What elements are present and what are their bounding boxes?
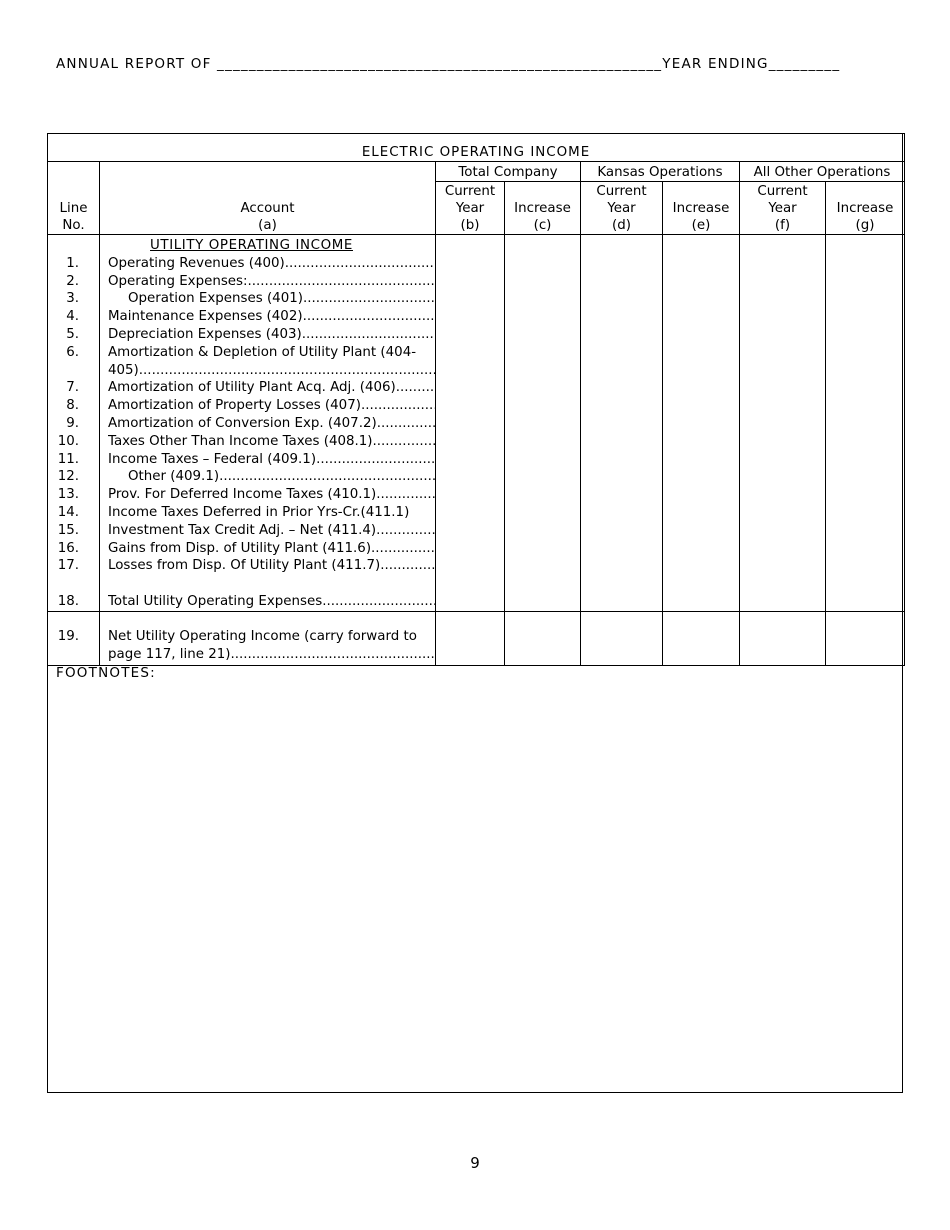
col-g-line1: Increase	[836, 201, 894, 216]
line-no: 11.	[57, 451, 79, 467]
line-no: 18.	[57, 593, 79, 609]
col-c-line1: Increase	[514, 201, 571, 216]
input-cell-d[interactable]	[581, 235, 663, 612]
account-row: Operation Expenses (401) .....	[108, 290, 435, 308]
col-f-line1: Current	[757, 184, 808, 199]
account-row: Taxes Other Than Income Taxes (408.1) .....	[108, 433, 435, 451]
line-no: 7.	[66, 380, 79, 396]
col-b-line3: (b)	[460, 218, 480, 233]
col-f-line2: Year	[768, 201, 797, 216]
col-d-line1: Current	[596, 184, 647, 199]
line-no: 12.	[57, 469, 79, 485]
col-f-header	[740, 182, 826, 235]
line-no: 19.	[57, 628, 79, 644]
line-no: 2.	[66, 273, 79, 289]
line-no: 14.	[57, 504, 79, 520]
group-kansas-operations: Kansas Operations	[581, 162, 740, 182]
input-cell-c[interactable]	[505, 611, 581, 665]
line-no: 9.	[66, 415, 79, 431]
input-cell-e[interactable]	[663, 235, 740, 612]
account-row: Gains from Disp. of Utility Plant (411.6) .....	[108, 540, 435, 558]
input-cell-g[interactable]	[826, 611, 905, 665]
input-cell-g[interactable]	[826, 235, 905, 612]
line-no-header	[48, 162, 100, 235]
line-no: 1.	[66, 255, 79, 271]
line-no: 4.	[66, 309, 79, 325]
line-no-header-line2: No.	[62, 218, 85, 233]
account-row: Net Utility Operating Income (carry forward to	[108, 628, 417, 644]
col-g-header	[826, 182, 905, 235]
line-no: 3.	[66, 291, 79, 307]
account-net-income	[100, 611, 436, 665]
col-c-line2: (c)	[533, 218, 552, 233]
year-ending-label: YEAR ENDING_________	[662, 56, 841, 72]
input-cell-d[interactable]	[581, 611, 663, 665]
page-number: 9	[470, 1154, 480, 1172]
line-numbers-19	[48, 611, 100, 665]
account-header-line1: Account	[240, 201, 295, 216]
section-heading: UTILITY OPERATING INCOME	[150, 238, 353, 253]
account-row: Operating Expenses: .....	[108, 273, 435, 291]
line-no: 16.	[57, 540, 79, 556]
account-row: Prov. For Deferred Income Taxes (410.1) .....	[108, 486, 435, 504]
line-no: 5.	[66, 326, 79, 342]
line-no: 6.	[66, 344, 79, 360]
account-row: Operating Revenues (400) .....	[108, 255, 435, 273]
input-cell-e[interactable]	[663, 611, 740, 665]
col-e-line2: (e)	[691, 218, 711, 233]
footnotes-label: FOOTNOTES:	[56, 665, 156, 681]
account-row: Amortization of Property Losses (407) .....	[108, 397, 435, 415]
col-e-header	[663, 182, 740, 235]
col-d-line3: (d)	[612, 218, 631, 233]
account-row: Losses from Disp. Of Utility Plant (411.7) .....	[108, 557, 435, 575]
account-row-cont: page 117, line 21) .....	[108, 646, 435, 664]
col-e-line1: Increase	[672, 201, 730, 216]
line-numbers	[48, 235, 100, 612]
account-row: Amortization & Depletion of Utility Plant (404-	[108, 344, 417, 360]
account-row: Income Taxes Deferred in Prior Yrs-Cr.(411.1)	[108, 504, 410, 520]
input-cell-b[interactable]	[436, 235, 505, 612]
group-total-company: Total Company	[436, 162, 581, 182]
table-title: ELECTRIC OPERATING INCOME	[48, 134, 905, 162]
line-no: 13.	[57, 487, 79, 503]
group-all-other-operations: All Other Operations	[740, 162, 905, 182]
account-row: Investment Tax Credit Adj. – Net (411.4) .....	[108, 522, 435, 540]
col-d-header	[581, 182, 663, 235]
account-row: Amortization of Utility Plant Acq. Adj. (406) .....	[108, 379, 435, 397]
account-row: Depreciation Expenses (403) .....	[108, 326, 435, 344]
account-descriptions	[100, 235, 436, 612]
line-no: 17.	[57, 558, 79, 574]
report-header	[56, 56, 840, 72]
col-b-line1: Current	[444, 184, 496, 199]
account-header-line2: (a)	[258, 218, 277, 233]
col-b-line2: Year	[455, 201, 485, 216]
col-f-line3: (f)	[774, 218, 791, 233]
account-header	[100, 162, 436, 235]
input-cell-f[interactable]	[740, 611, 826, 665]
input-cell-b[interactable]	[436, 611, 505, 665]
col-c-header	[505, 182, 581, 235]
line-no-header-line1: Line	[59, 201, 88, 216]
account-row: Other (409.1) .....	[108, 468, 435, 486]
account-row-total: Total Utility Operating Expenses .....	[108, 593, 435, 611]
account-row: Amortization of Conversion Exp. (407.2) .....	[108, 415, 435, 433]
input-cell-c[interactable]	[505, 235, 581, 612]
col-d-line2: Year	[607, 201, 636, 216]
col-g-line2: (g)	[855, 218, 875, 233]
account-row: Maintenance Expenses (402) .....	[108, 308, 435, 326]
line-no: 10.	[57, 433, 79, 449]
input-cell-f[interactable]	[740, 235, 826, 612]
account-row: Income Taxes – Federal (409.1) .....	[108, 451, 435, 469]
electric-operating-income-table	[47, 133, 905, 666]
col-b-header	[436, 182, 505, 235]
line-no: 8.	[66, 398, 79, 414]
account-row-cont: 405) .....	[108, 362, 435, 380]
line-no: 15.	[57, 522, 79, 538]
annual-report-of-label: ANNUAL REPORT OF ________________________________________________________	[56, 56, 663, 72]
